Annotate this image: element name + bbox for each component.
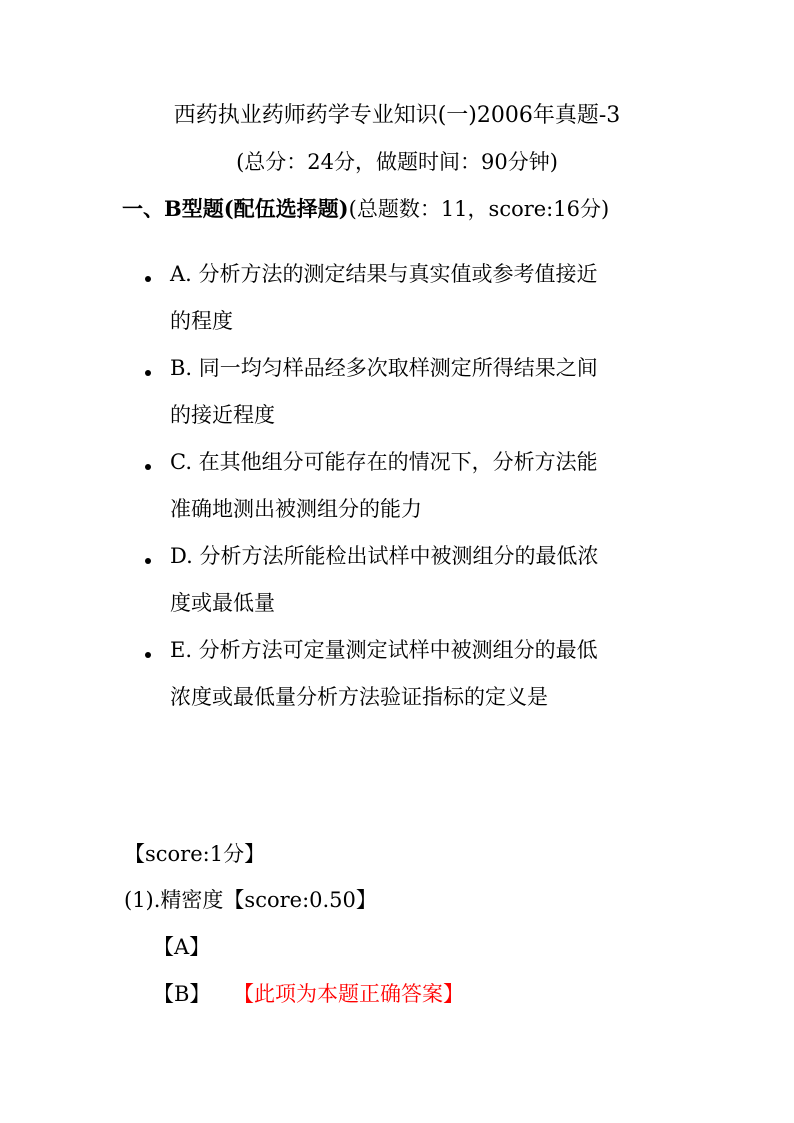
sub-question: (1).精密度【score:0.50】 (124, 888, 377, 912)
bullet-icon (145, 276, 151, 282)
section-heading (122, 193, 609, 223)
option-d-line1: D. 分析方法所能检出试样中被测组分的最低浓 (170, 544, 599, 568)
section-title: 一、B型题(配伍选择题) (122, 196, 349, 221)
option-c-line1: C. 在其他组分可能存在的情况下，分析方法能 (170, 450, 598, 474)
bullet-icon (145, 464, 151, 470)
option-d-line2: 度或最低量 (170, 591, 275, 615)
option-e-line1: E. 分析方法可定量测定试样中被测组分的最低 (170, 638, 598, 662)
option-e-line2: 浓度或最低量分析方法验证指标的定义是 (170, 685, 548, 709)
bullet-icon (145, 652, 151, 658)
option-c-line2: 准确地测出被测组分的能力 (170, 497, 422, 521)
bullet-icon (145, 370, 151, 376)
document-subtitle: (总分：24分，做题时间：90分钟) (236, 150, 558, 174)
option-a-line2: 的程度 (170, 309, 233, 333)
answer-a: 【A】 (153, 935, 211, 959)
section-meta: (总题数：11，score:16分) (348, 197, 610, 221)
score-label: 【score:1分】 (124, 842, 266, 866)
answer-b: 【B】 (153, 982, 211, 1006)
document-title: 西药执业药师药学专业知识(一)2006年真题-3 (173, 103, 621, 128)
correct-answer-note: 【此项为本题正确答案】 (233, 982, 464, 1006)
option-b-line2: 的接近程度 (170, 403, 275, 427)
bullet-icon (145, 558, 151, 564)
option-b-line1: B. 同一均匀样品经多次取样测定所得结果之间 (170, 356, 598, 380)
option-a-line1: A. 分析方法的测定结果与真实值或参考值接近 (170, 262, 598, 286)
